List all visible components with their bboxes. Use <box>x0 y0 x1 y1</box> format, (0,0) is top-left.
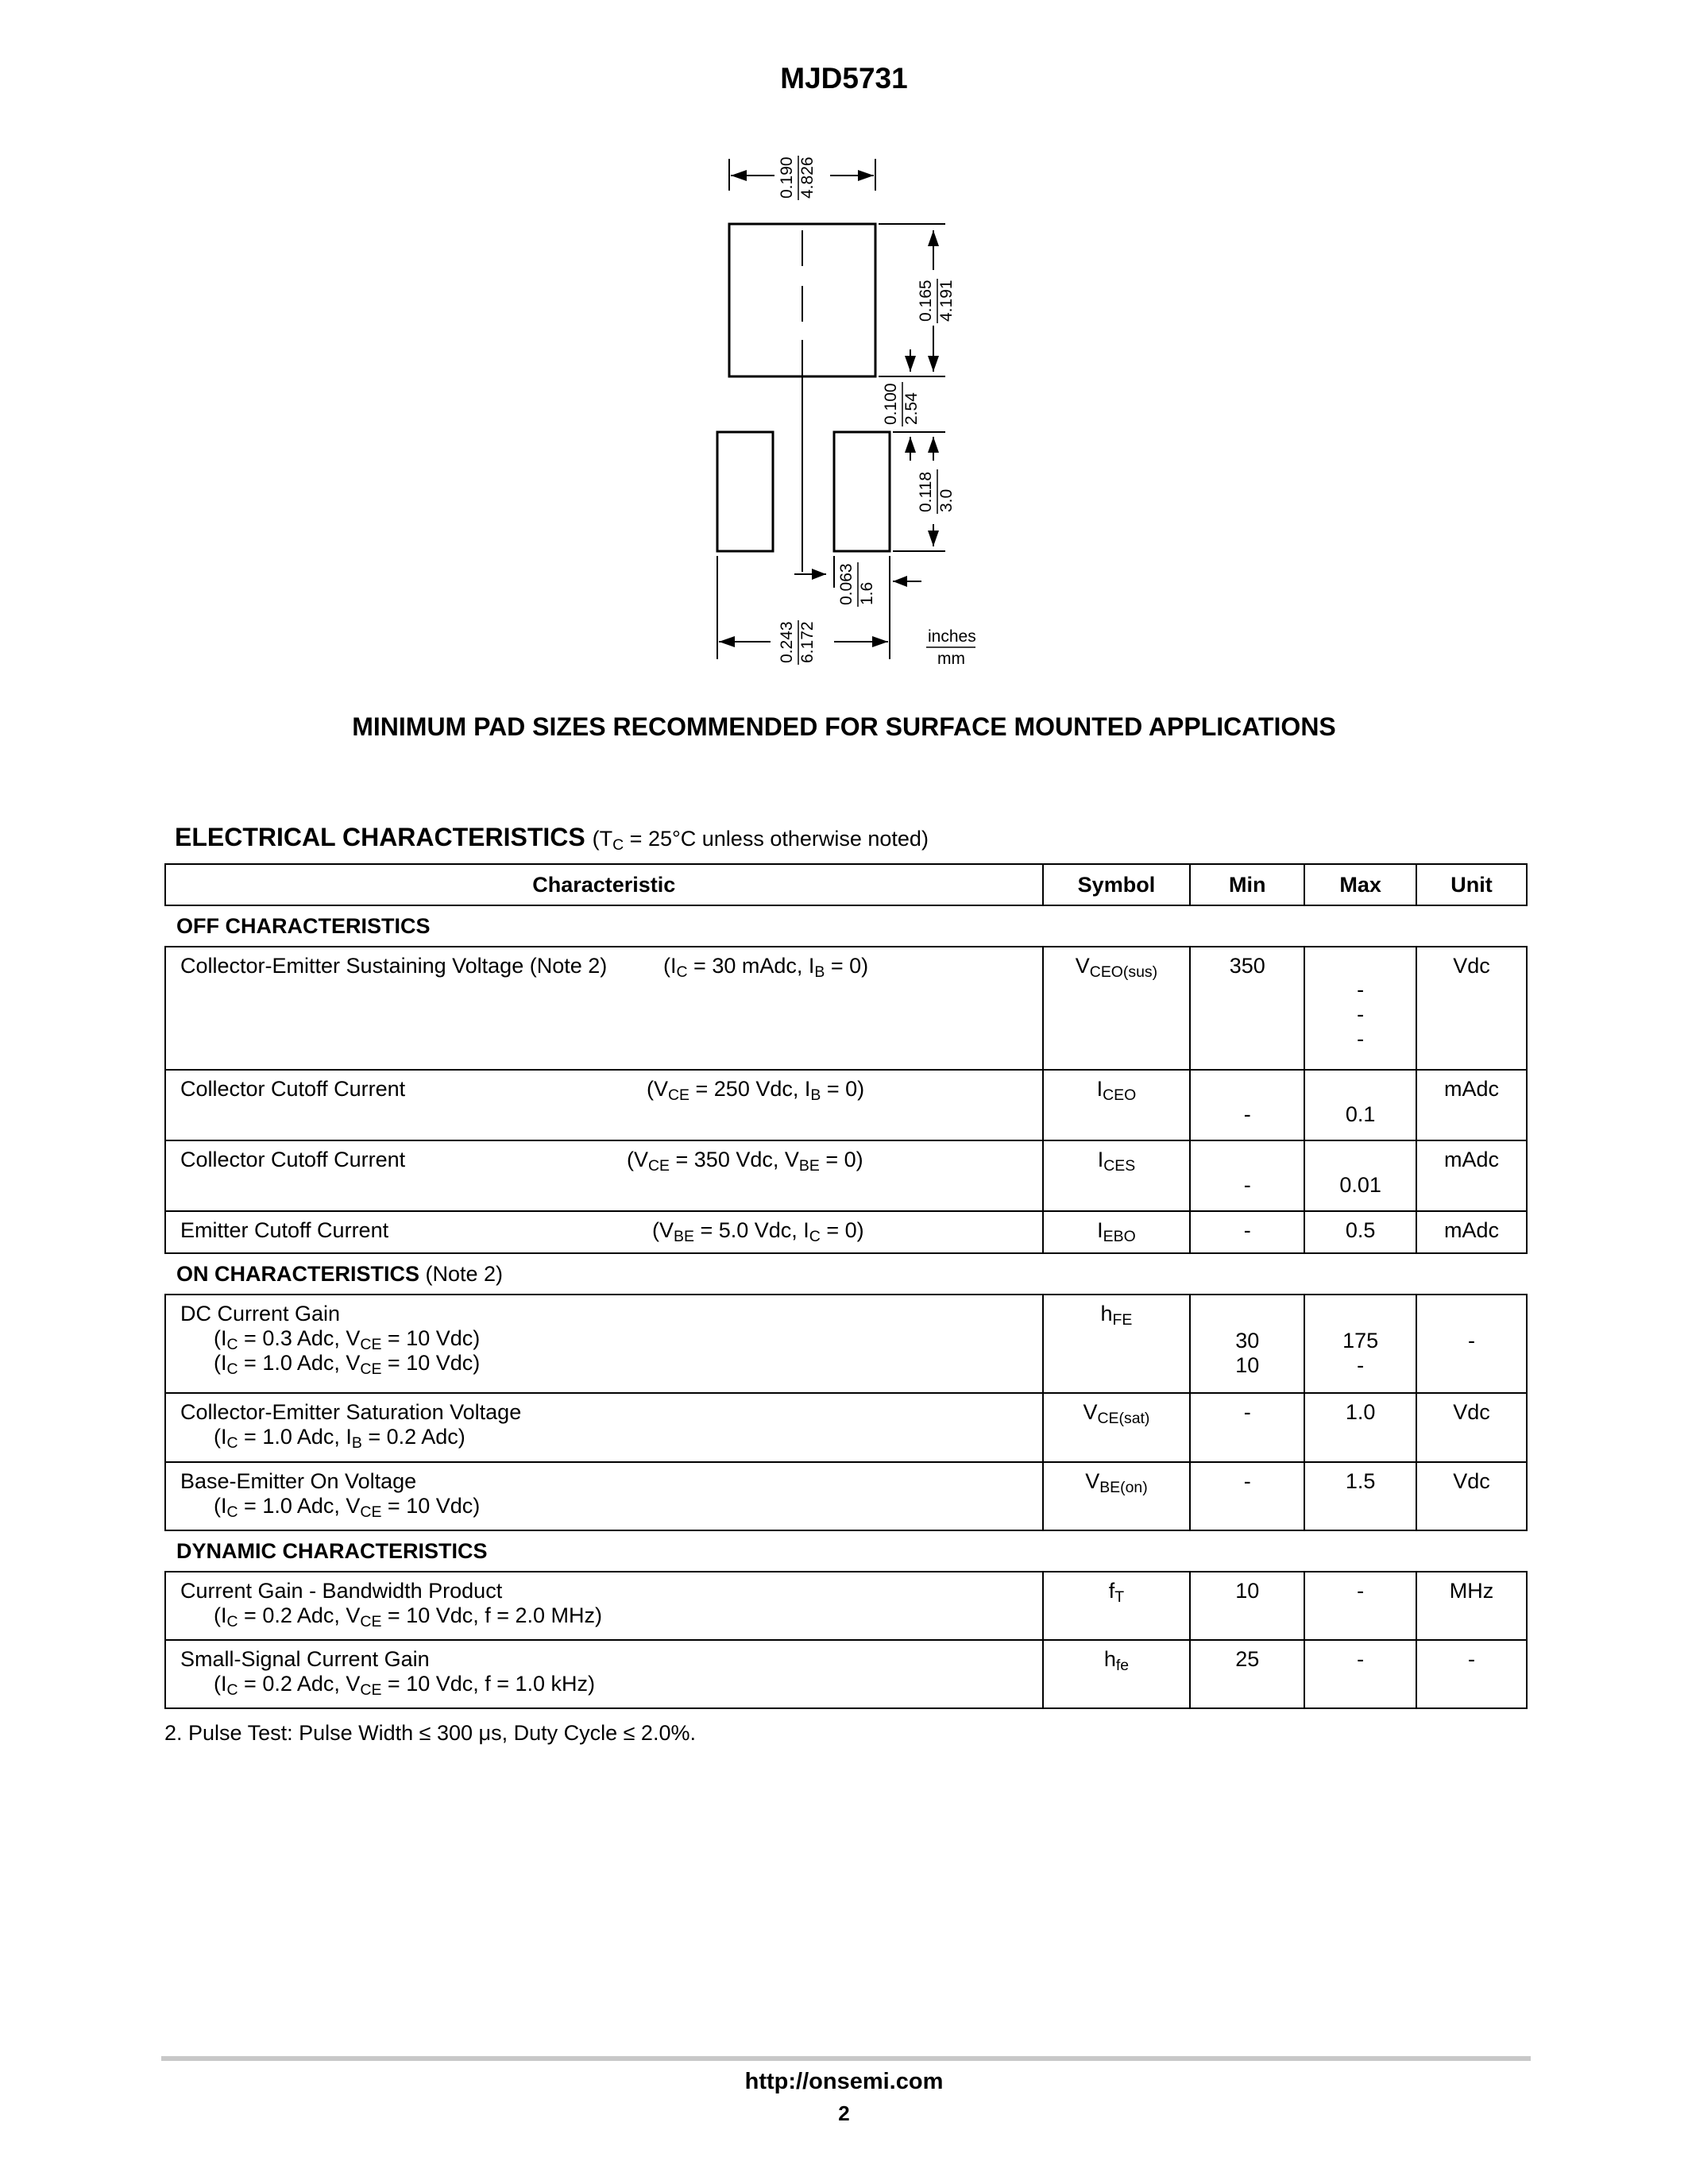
row-hfe-ss-max: - <box>1304 1640 1416 1708</box>
row-hfe-ss-min: 25 <box>1190 1640 1304 1708</box>
row-iceo-max: 0.1 <box>1304 1070 1416 1140</box>
row-ft-unit: MHz <box>1416 1572 1527 1640</box>
row-iebo-min: - <box>1190 1211 1304 1253</box>
section-dynamic: DYNAMIC CHARACTERISTICS <box>165 1530 1527 1572</box>
dim-4-inches: 0.063 <box>837 563 856 605</box>
table-row <box>165 1640 1527 1708</box>
dim-3-inches: 0.118 <box>917 472 935 512</box>
table-row <box>165 1462 1527 1530</box>
row-hfe-ss-symbol: $h_{fe}$ <box>1103 1647 1130 1674</box>
row-vceo-name: Collector-Emitter Sustaining Voltage (Note 2) <box>180 954 608 978</box>
row-iebo-name: Emitter Cutoff Current <box>180 1218 389 1242</box>
row-hfe-symbol: $h_{FE}$ <box>1100 1302 1133 1329</box>
dim-2-inches: 0.100 <box>882 383 900 425</box>
row-ft-name: Current Gain - Bandwidth Product <box>180 1579 503 1603</box>
row-ices-symbol: $I_{CES}$ <box>1097 1148 1136 1175</box>
row-ices-max: 0.01 <box>1304 1140 1416 1211</box>
dim-1-mm: 4.191 <box>937 280 956 322</box>
row-vbeon-name: Base-Emitter On Voltage <box>180 1469 417 1493</box>
row-vceo-symbol: $V_{CEO(sus)}$ <box>1075 954 1158 981</box>
page-title: MJD5731 <box>780 62 908 95</box>
row-vceo-unit: Vdc <box>1416 947 1527 1070</box>
col-unit: Unit <box>1416 864 1527 905</box>
dim-5-inches: 0.243 <box>778 621 796 663</box>
row-hfe-unit: - <box>1416 1295 1527 1393</box>
footnote: 2. Pulse Test: Pulse Width ≤ 300 μs, Duty Cycle ≤ 2.0%. <box>164 1721 696 1745</box>
row-hfe-cond-2: ($I_C = 1.0$ Adc, $V_{CE} = 10$ Vdc) <box>214 1351 481 1378</box>
dim-0-mm: 4.826 <box>798 156 817 199</box>
table-row <box>165 1140 1527 1211</box>
row-iebo-unit: mAdc <box>1416 1211 1527 1253</box>
row-vceo-min: 350 <box>1190 947 1304 1070</box>
section-off: OFF CHARACTERISTICS <box>165 905 1527 947</box>
base-pad <box>717 432 773 551</box>
row-vbeon-min: - <box>1190 1462 1304 1530</box>
electrical-characteristics-table <box>164 863 1528 1709</box>
row-vcesat-max: 1.0 <box>1304 1393 1416 1462</box>
elec-title: ELECTRICAL CHARACTERISTICS <box>175 823 585 851</box>
row-vceo-cond: ($I_C = 30$ mAdc, $I_B = 0$) <box>663 954 869 981</box>
table-row <box>165 1211 1527 1253</box>
footer-divider <box>161 2056 1531 2061</box>
row-ices-unit: mAdc <box>1416 1140 1527 1211</box>
row-ices-min: - <box>1190 1140 1304 1211</box>
pad-layout-diagram <box>699 143 1001 667</box>
row-iebo-symbol: $I_{EBO}$ <box>1097 1218 1136 1245</box>
row-vceo-max-2: - <box>1357 1027 1365 1051</box>
table-row <box>165 1572 1527 1640</box>
row-vcesat-unit: Vdc <box>1416 1393 1527 1462</box>
row-iceo-min: - <box>1190 1070 1304 1140</box>
row-iebo-cond: ($V_{BE} = 5.0$ Vdc, $I_C = 0$) <box>652 1218 864 1245</box>
row-hfe-min-0: 30 <box>1235 1329 1260 1352</box>
electrical-characteristics-heading <box>175 823 929 852</box>
row-ices-cond: ($V_{CE} = 350$ Vdc, $V_{BE} = 0$) <box>627 1148 863 1175</box>
row-vceo-max-1: - <box>1357 1002 1365 1026</box>
col-characteristic: Characteristic <box>165 864 1043 905</box>
row-vceo-max-0: - <box>1357 978 1365 1001</box>
units-mm: mm <box>937 650 965 667</box>
row-hfe-cond-1: ($I_C = 0.3$ Adc, $V_{CE} = 10$ Vdc) <box>214 1326 481 1353</box>
dim-0-inches: 0.190 <box>778 156 796 199</box>
row-vcesat-cond: ($I_C = 1.0$ Adc, $I_B = 0.2$ Adc) <box>214 1425 465 1452</box>
col-min: Min <box>1190 864 1304 905</box>
row-ft-min: 10 <box>1190 1572 1304 1640</box>
row-vbeon-unit: Vdc <box>1416 1462 1527 1530</box>
table-header-row <box>165 864 1527 905</box>
row-ft-max: - <box>1304 1572 1416 1640</box>
elec-conditions: ($T_C = 25^\circ C$ unless otherwise noted) <box>592 827 929 854</box>
table-row <box>165 947 1527 1070</box>
dim-2-mm: 2.54 <box>902 392 921 425</box>
dim-4-mm: 1.6 <box>858 581 876 605</box>
dim-5-mm: 6.172 <box>798 621 817 663</box>
row-vbeon-cond: ($I_C = 1.0$ Adc, $V_{CE} = 10$ Vdc) <box>214 1494 481 1521</box>
row-iceo-unit: mAdc <box>1416 1070 1527 1140</box>
row-iceo-cond: ($V_{CE} = 250$ Vdc, $I_B = 0$) <box>647 1077 865 1104</box>
table-row <box>165 1295 1527 1393</box>
row-ices-name: Collector Cutoff Current <box>180 1148 406 1171</box>
footer-url[interactable]: http://onsemi.com <box>744 2069 944 2094</box>
row-iebo-max: 0.5 <box>1304 1211 1416 1253</box>
section-on: ON CHARACTERISTICS (Note 2) <box>165 1253 1527 1295</box>
row-hfe-max-0: 175 <box>1342 1329 1379 1352</box>
emitter-pad <box>834 432 890 551</box>
row-vcesat-name: Collector-Emitter Saturation Voltage <box>180 1400 522 1424</box>
row-hfe-name: DC Current Gain <box>180 1302 341 1325</box>
row-hfe-max-1: - <box>1357 1353 1365 1377</box>
row-iceo-symbol: $I_{CEO}$ <box>1096 1077 1137 1104</box>
pad-sizes-caption: MINIMUM PAD SIZES RECOMMENDED FOR SURFACE MOUNTED APPLICATIONS <box>352 712 1336 741</box>
row-hfe-ss-cond: ($I_C = 0.2$ Adc, $V_{CE} = 10$ Vdc, f = 1.0 kHz) <box>214 1672 596 1699</box>
dim-1-inches: 0.165 <box>917 280 935 322</box>
table-row <box>165 1070 1527 1140</box>
row-vbeon-symbol: $V_{BE(on)}$ <box>1085 1469 1148 1496</box>
page-number: 2 <box>838 2101 850 2125</box>
row-ft-symbol: $f_T$ <box>1108 1579 1125 1606</box>
row-vcesat-min: - <box>1190 1393 1304 1462</box>
row-hfe-ss-name: Small-Signal Current Gain <box>180 1647 430 1671</box>
units-inches: inches <box>928 627 976 646</box>
row-vcesat-symbol: $V_{CE(sat)}$ <box>1083 1400 1150 1427</box>
table-row <box>165 1393 1527 1462</box>
col-max: Max <box>1304 864 1416 905</box>
row-hfe-ss-unit: - <box>1416 1640 1527 1708</box>
row-hfe-min-1: 10 <box>1235 1353 1260 1377</box>
row-ft-cond: ($I_C = 0.2$ Adc, $V_{CE} = 10$ Vdc, f = 2.0 MHz) <box>214 1603 603 1630</box>
row-vbeon-max: 1.5 <box>1304 1462 1416 1530</box>
col-symbol: Symbol <box>1043 864 1191 905</box>
row-iceo-name: Collector Cutoff Current <box>180 1077 406 1101</box>
dim-3-mm: 3.0 <box>937 488 956 512</box>
